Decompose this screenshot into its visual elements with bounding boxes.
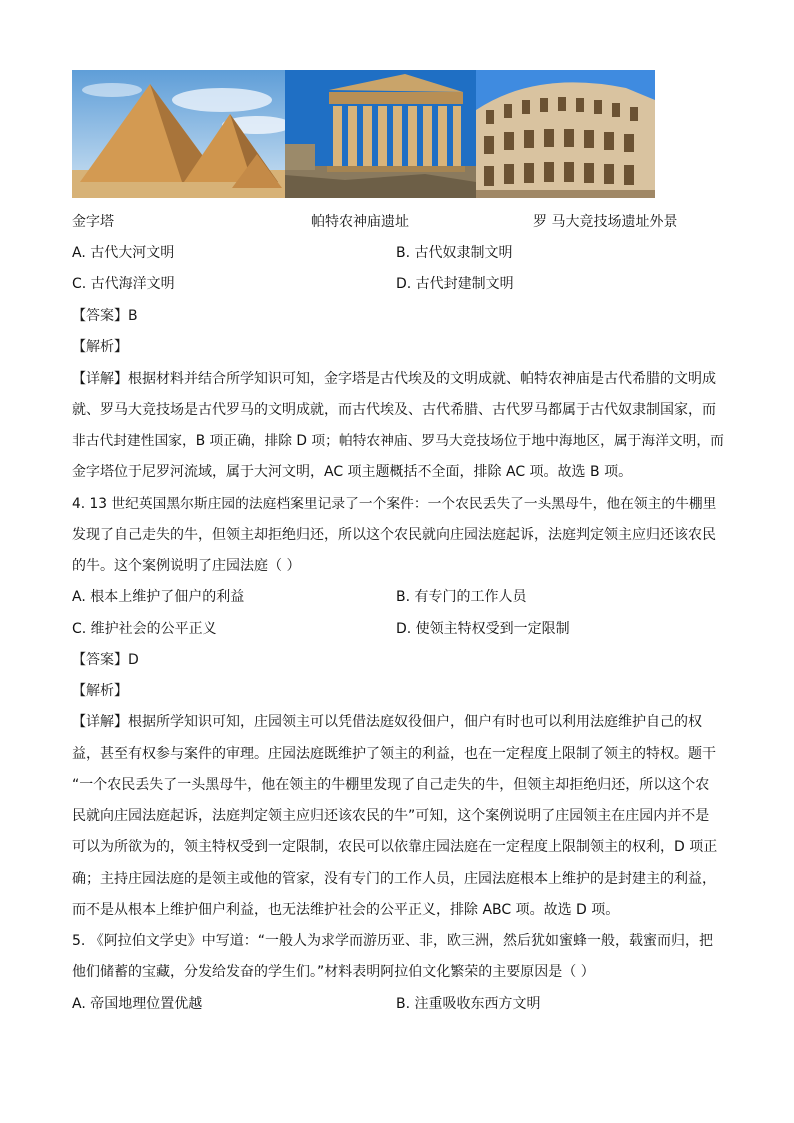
q3-answer: 【答案】B [72, 308, 138, 324]
q5-option-b: B. 注重吸收东西方文明 [396, 996, 541, 1012]
q3-detail-line: 金字塔位于尼罗河流域，属于大河文明，AC 项主题概括不全面，排除 AC 项。故选 B 项。 [72, 464, 633, 480]
q3-detail-line: 非古代封建性国家，B 项正确，排除 D 项；帕特农神庙、罗马大竞技场位于地中海地区，属于海洋文明，而 [72, 433, 724, 449]
q4-detail-line: 益，甚至有权参与案件的审理。庄园法庭既维护了领主的利益，也在一定程度上限制了领主的特权。题干 [72, 746, 716, 762]
colosseum-photo [476, 70, 655, 198]
caption-pyramid: 金字塔 [72, 214, 114, 230]
q4-answer: 【答案】D [72, 652, 139, 668]
q3-analysis-label: 【解析】 [72, 339, 128, 355]
q5-stem-line: 他们储蓄的宝藏，分发给发奋的学生们。”材料表明阿拉伯文化繁荣的主要原因是（ ） [72, 964, 595, 980]
q4-option-a: A. 根本上维护了佃户的利益 [72, 589, 245, 605]
q3-option-b: B. 古代奴隶制文明 [396, 245, 513, 261]
q4-option-c: C. 维护社会的公平正义 [72, 621, 217, 637]
q4-detail-line: 【详解】根据所学知识可知，庄园领主可以凭借法庭奴役佃户，佃户有时也可以利用法庭维护自己的权 [72, 714, 702, 730]
q4-detail-line: 民就向庄园法庭起诉，法庭判定领主应归还该农民的牛”可知，这个案例说明了庄园领主在庄园内并不是 [72, 808, 710, 824]
q4-detail-line: 而不是从根本上维护佃户利益，也无法维护社会的公平正义，排除 ABC 项。故选 D 项。 [72, 902, 620, 918]
q4-stem-line: 发现了自己走失的牛，但领主却拒绝归还，所以这个农民就向庄园法庭起诉，法庭判定领主应归还该农民 [72, 527, 716, 543]
q4-detail-line: 可以为所欲为的，领主特权受到一定限制，农民可以依靠庄园法庭在一定程度上限制领主的权利，D 项正 [72, 839, 718, 855]
q3-option-c: C. 古代海洋文明 [72, 276, 175, 292]
q4-analysis-label: 【解析】 [72, 683, 128, 699]
pyramid-photo [72, 70, 285, 198]
q5-stem-line: 5. 《阿拉伯文学史》中写道：“一般人为求学而游历亚、非，欧三洲，然后犹如蜜蜂一般，载蜜而归，把 [72, 933, 714, 949]
q3-detail-line: 就、罗马大竞技场是古代罗马的文明成就，而古代埃及、古代希腊、古代罗马都属于古代奴隶制国家，而 [72, 402, 716, 418]
q5-option-a: A. 帝国地理位置优越 [72, 996, 203, 1012]
caption-colosseum: 罗 马大竞技场遗址外景 [533, 214, 678, 230]
q4-detail-line: 确；主持庄园法庭的是领主或他的管家，没有专门的工作人员，庄园法庭根本上维护的是封建主的利益， [72, 871, 716, 887]
q4-stem-line: 的牛。这个案例说明了庄园法庭（ ） [72, 558, 301, 574]
q4-detail-line: “一个农民丢失了一头黑母牛，他在领主的牛棚里发现了自己走失的牛，但领主却拒绝归还，所以这个农 [72, 777, 710, 793]
parthenon-photo [285, 70, 476, 198]
q4-option-b: B. 有专门的工作人员 [396, 589, 527, 605]
q3-option-a: A. 古代大河文明 [72, 245, 175, 261]
q4-stem-line: 4. 13 世纪英国黑尔斯庄园的法庭档案里记录了一个案件：一个农民丢失了一头黑母牛，他在领主的牛棚里 [72, 496, 717, 512]
q4-option-d: D. 使领主特权受到一定限制 [396, 621, 570, 637]
q3-option-d: D. 古代封建制文明 [396, 276, 514, 292]
q3-detail-line: 【详解】根据材料并结合所学知识可知，金字塔是古代埃及的文明成就、帕特农神庙是古代希腊的文明成 [72, 371, 716, 387]
caption-parthenon: 帕特农神庙遗址 [311, 214, 409, 230]
